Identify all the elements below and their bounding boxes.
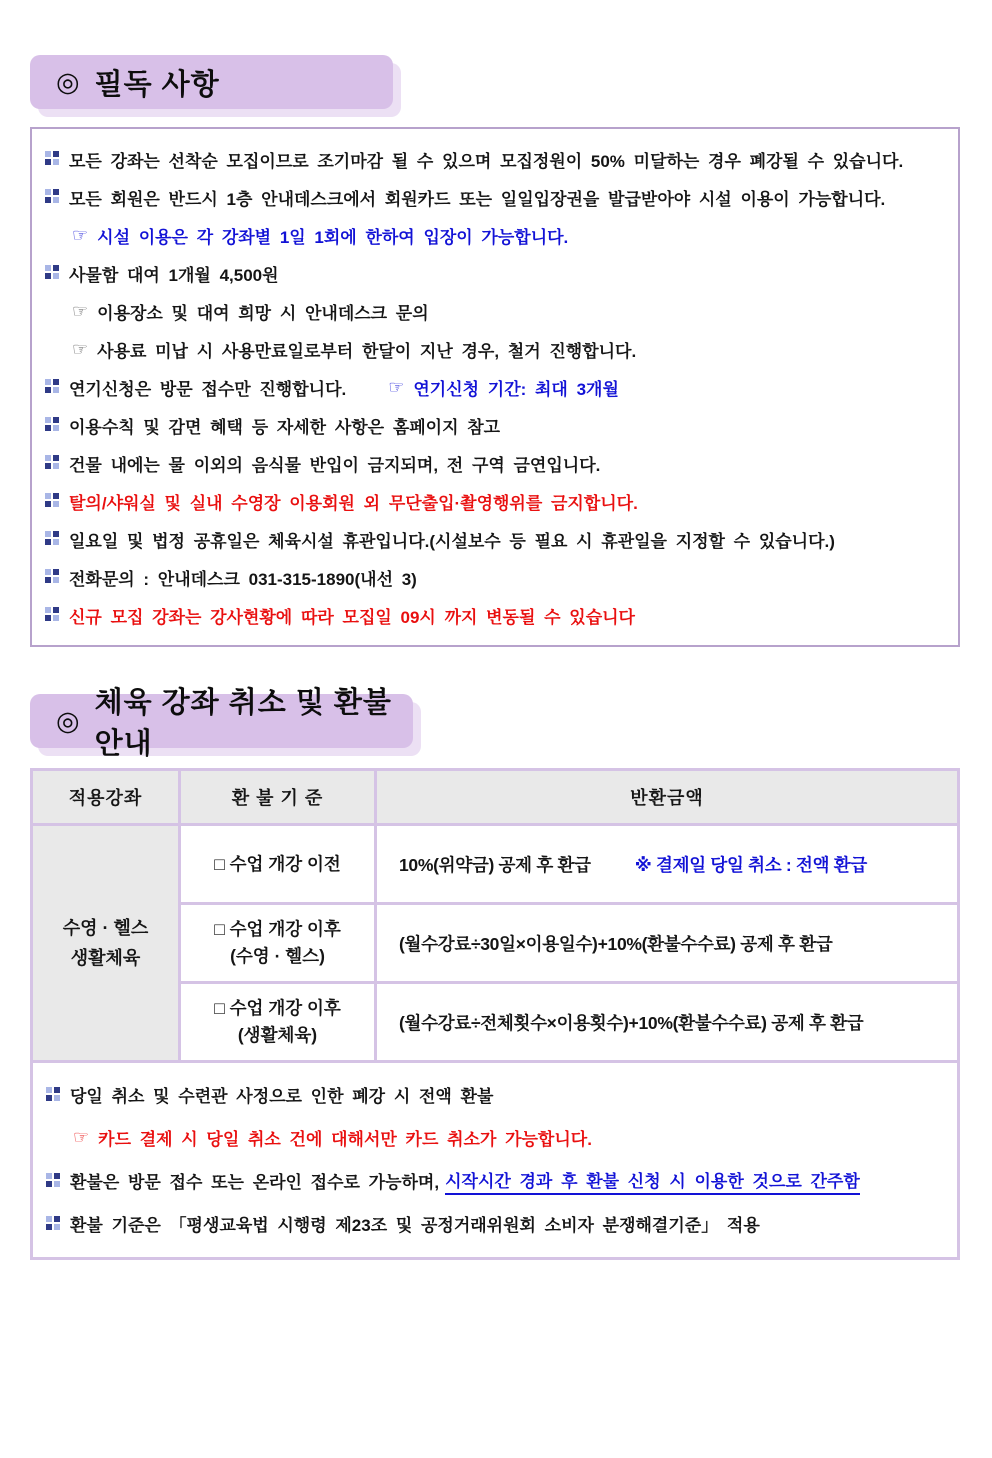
- four-dot-bullet-icon: [46, 1216, 60, 1230]
- double-circle-icon: ◎: [56, 66, 81, 97]
- notice-text: 시설 이용은 각 강좌별 1일 1회에 한하여 입장이 가능합니다.: [97, 227, 569, 247]
- notice-line: [32, 368, 958, 406]
- notice-text: 신규 모집 강좌는 강사현황에 따라 모집일 09시 까지 변동될 수 있습니다: [69, 607, 635, 627]
- notice-subline: [32, 292, 958, 330]
- notice-text: 이용장소 및 대여 희망 시 안내데스크 문의: [97, 303, 429, 323]
- refund-text: (월수강료÷30일×이용일수)+10%(환불수수료) 공제 후 환급: [399, 933, 833, 954]
- refund-note: ※ 결제일 당일 취소 : 전액 환급: [634, 854, 867, 875]
- notice-line: [32, 406, 958, 444]
- refund-note-line: [33, 1202, 957, 1245]
- refund-cell: [376, 904, 959, 983]
- basis-text: 수업 개강 이후: [229, 919, 341, 939]
- four-dot-bullet-icon: [45, 417, 59, 431]
- four-dot-bullet-icon: [45, 189, 59, 203]
- notice-text: 모든 강좌는 선착순 모집이므로 조기마감 될 수 있으며 모집정원이 50% 미달하는 경우 폐강될 수 있습니다.: [69, 151, 904, 171]
- header-refund-amount: 반환금액: [376, 770, 959, 825]
- notice-line: [32, 178, 958, 216]
- four-dot-bullet-icon: [45, 569, 59, 583]
- header-applied-course: 적용강좌: [32, 770, 180, 825]
- section1-title: 필독 사항: [94, 68, 220, 101]
- notice-line: [32, 520, 958, 558]
- table-row: [32, 825, 959, 904]
- four-dot-bullet-icon: [45, 455, 59, 469]
- notice-line: [32, 558, 958, 596]
- note-text-highlight: 시작시간 경과 후 환불 신청 시 이용한 것으로 간주함: [445, 1167, 860, 1195]
- four-dot-bullet-icon: [45, 265, 59, 279]
- notice-line-warning: [32, 482, 958, 520]
- notice-text-highlight: 연기신청 기간: 최대 3개월: [413, 379, 619, 399]
- table-header-row: [32, 770, 959, 825]
- basis-cell: [180, 904, 376, 983]
- pointing-hand-icon: ☞: [388, 376, 405, 397]
- four-dot-bullet-icon: [45, 379, 59, 393]
- note-text: 당일 취소 및 수련관 사정으로 인한 폐강 시 전액 환불: [70, 1087, 494, 1106]
- notice-text: 일요일 및 법정 공휴일은 체육시설 휴관입니다.(시설보수 등 필요 시 휴관일을 지정할 수 있습니다.): [69, 531, 835, 551]
- refund-table: [30, 768, 960, 1063]
- pointing-hand-icon: ☞: [72, 300, 89, 321]
- refund-text: (월수강료÷전체횟수×이용횟수)+10%(환불수수료) 공제 후 환급: [399, 1012, 864, 1033]
- notice-text: 사용료 미납 시 사용만료일로부터 한달이 지난 경우, 철거 진행합니다.: [97, 341, 637, 361]
- section2-banner: [30, 687, 413, 760]
- basis-cell: [180, 983, 376, 1062]
- refund-note-subline: [33, 1116, 957, 1159]
- four-dot-bullet-icon: [45, 607, 59, 621]
- basis-cell: [180, 825, 376, 904]
- notice-text: 연기신청은 방문 접수만 진행합니다.: [69, 379, 347, 399]
- refund-note-line: [33, 1159, 957, 1202]
- checkbox-icon: □: [214, 998, 225, 1018]
- four-dot-bullet-icon: [45, 493, 59, 507]
- notice-text: 전화문의 : 안내데스크 031-315-1890(내선 3): [69, 569, 417, 589]
- four-dot-bullet-icon: [46, 1173, 60, 1187]
- notice-subline: [32, 330, 958, 368]
- note-text: 환불 기준은 「평생교육법 시행령 제23조 및 공정거래위원회 소비자 분쟁해결기준」 적용: [70, 1216, 760, 1235]
- notice-line: [32, 140, 958, 178]
- notice-text: 탈의/샤워실 및 실내 수영장 이용회원 외 무단출입·촬영행위를 금지합니다.: [69, 493, 638, 513]
- pointing-hand-icon: ☞: [72, 338, 89, 359]
- basis-text: 수업 개강 이후: [229, 998, 341, 1018]
- section1-banner: [30, 55, 393, 109]
- notice-text: 건물 내에는 물 이외의 음식물 반입이 금지되며, 전 구역 금연입니다.: [69, 455, 601, 475]
- pointing-hand-icon: ☞: [73, 1127, 90, 1147]
- refund-notes-box: [30, 1063, 960, 1260]
- section2-title: 체육 강좌 취소 및 환불안내: [94, 687, 392, 760]
- four-dot-bullet-icon: [45, 151, 59, 165]
- note-text: 환불은 방문 접수 또는 온라인 접수로 가능하며,: [70, 1173, 440, 1192]
- notice-subline: [32, 216, 958, 254]
- notice-line: [32, 254, 958, 292]
- notice-text: 이용수칙 및 감면 혜택 등 자세한 사항은 홈페이지 참고: [69, 417, 501, 437]
- refund-text: 10%(위약금) 공제 후 환급: [399, 854, 591, 875]
- checkbox-icon: □: [214, 919, 225, 939]
- refund-table-wrap: [30, 768, 960, 1260]
- basis-subtext: (수영 · 헬스): [230, 946, 325, 966]
- course-group-line2: 생활체육: [70, 948, 141, 968]
- basis-subtext: (생활체육): [237, 1025, 318, 1045]
- double-circle-icon: ◎: [56, 705, 81, 736]
- notice-text: 사물함 대여 1개월 4,500원: [69, 265, 279, 285]
- notice-text: 모든 회원은 반드시 1층 안내데스크에서 회원카드 또는 일일입장권을 발급받아야 시설 이용이 가능합니다.: [69, 189, 886, 209]
- note-text: 카드 결제 시 당일 취소 건에 대해서만 카드 취소가 가능합니다.: [98, 1130, 592, 1149]
- refund-cell: [376, 983, 959, 1062]
- course-group-cell: [32, 825, 180, 1062]
- notice-box: [30, 127, 960, 647]
- pointing-hand-icon: ☞: [72, 224, 89, 245]
- notice-line-warning: [32, 596, 958, 634]
- course-group-line1: 수영 · 헬스: [62, 918, 149, 938]
- notice-line: [32, 444, 958, 482]
- four-dot-bullet-icon: [45, 531, 59, 545]
- refund-cell: [376, 825, 959, 904]
- basis-text: 수업 개강 이전: [229, 853, 341, 874]
- refund-note-line: [33, 1073, 957, 1116]
- four-dot-bullet-icon: [46, 1087, 60, 1101]
- checkbox-icon: □: [214, 853, 225, 874]
- header-refund-basis: 환 불 기 준: [180, 770, 376, 825]
